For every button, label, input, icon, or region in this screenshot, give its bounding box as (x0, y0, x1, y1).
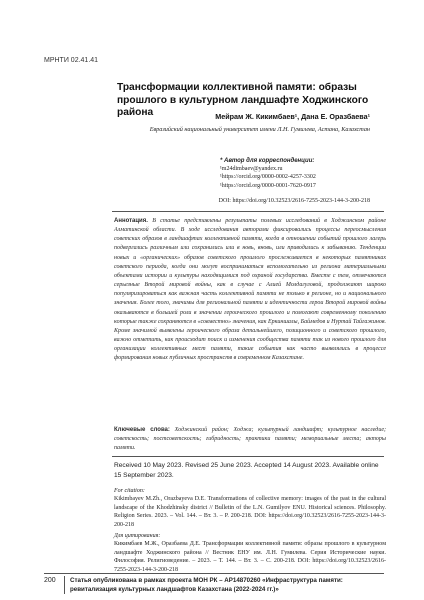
keywords-text: Ходжинский район; Ходжа; культурный ландшафт; культурное наследие; советскость; постсоветскость; гибридность; практики памяти; мемориальные места; акторы памяти. (114, 427, 386, 452)
page-number: 200 (44, 577, 56, 584)
article-authors: Мейрам Ж. Кикимбаев¹, Дана Е. Оразбаева¹ (215, 112, 370, 121)
abstract (114, 217, 386, 364)
keywords-label: Ключевые слова: (114, 427, 170, 433)
footer-divider (64, 576, 65, 594)
orcid-link-1[interactable]: ¹https://orcid.org/0000-0002-4257-3302 (220, 174, 316, 181)
citation-ru (114, 532, 386, 574)
mrnti-code: МРНТИ 02.41.41 (44, 57, 99, 64)
citation-en (114, 487, 386, 529)
abstract-label: Аннотация. (114, 218, 148, 224)
orcid-link-2[interactable]: ¹https://orcid.org/0000-0001-7620-0917 (220, 182, 316, 189)
citation-en-heading: For citation: (114, 488, 145, 494)
footer-rule (44, 573, 384, 574)
funding-note: Статья опубликована в рамках проекта МОН РК – АР14870260 «Инфраструктура памяти: ревитализация культурных ландшафтов Казахстана (2022-2024 гг.)» (70, 577, 343, 593)
received-dates: Received 10 May 2023. Revised 25 June 2023. Accepted 14 August 2023. Available online 15 September 2023. (114, 462, 379, 479)
citation-ru-text: Кикимбаев М.Ж., Оразбаева Д.Е. Трансформации коллективной памяти: образы прошлого в культурном ландшафте Ходжинского района // Вестник ЕНУ им. Л.Н. Гумилева. Серия Исторические науки. Философия. Религиоведение. – 2023. – Т. 144. – Вт. 3. – С. 200-218. DOI: https://doi.org/10.32523/2616-7255-2023-144-3-200-218 (114, 541, 386, 573)
doi-link[interactable]: DOI: https://doi.org/10.32523/2616-7255-2023-144-3-200-218 (218, 198, 370, 204)
keywords-bottom-rule (112, 456, 384, 457)
abstract-top-rule (112, 211, 384, 212)
author-email[interactable]: ¹m24dimbaev@yandex.ru (220, 166, 283, 173)
citation-ru-heading: Для цитирования: (114, 533, 161, 539)
correspondence-heading: * Автор для корреспонденции: (220, 158, 315, 164)
keywords (114, 426, 386, 453)
citation-en-text: Kikimbayev M.Zh., Orazbayeva D.E. Transformations of collective memory: images of the past in the cultural landscape of the Khodzhinsky district // Bulletin of the L.N. Gumilyov ENU. Historical sciences. Philosophy. Religion Series. 2023. – Vol. 144. – Вт. 3. – P. 200-218. DOI: https://doi.org/10.32523/2616-7255-2023-144-3-200-218 (114, 496, 386, 528)
abstract-text: В статье представлены результаты полевых исследований в Ходжинском районе Алматинской области. В ходе исследования авторами фиксировались процессы переосмысления советских образов в ландшафтах коллективной памяти, когда в отношении событий прошлого лагерь подвергались различным или сохранились или в новь, вновь, или приводились к забыванию. Тенденции новых и «органических» образов советского прошлого прослеживается в некоторых памятниках советского периода, когда они могут восприниматься вспомогательно из региона материальными объектами истории и культуры находящимися под охраной государства. Вместе с тем, отмечаются серьезные Второй мировой войны, как в случае с Алией Молдагуловой, продолжают широко популяризироваться как важная часть коллективной памяти не только в регионе, но и национального значения. Более того, значимы для региональной памяти и идентичности герои Второй мировой войны оказываются в большей роли в значении героического прошлого и помогают современному поколению которые также сохраняются в «совместно» значения, как Еркиншалы, Баймедов и Нуртай Тайгажинов. Кроме значимой выявлены героического образа детальнейшего, позиционного и советского прошлого, важно отметить, как происходит поиск и изменения сообщества памяти так из нового прошлого для организации коллективных мест памяти, такие события как часто выявлялись в процессе формирования новых публичных пространств в современном Казахстане. (114, 218, 387, 362)
article-title: Трансформации коллективной памяти: образы прошлого в культурном ландшафте Ходжинского района (117, 82, 369, 118)
correspondence-block (220, 157, 370, 190)
author-affiliation: Евразийский национальный университет имени Л.Н. Гумилева, Астана, Казахстан (149, 126, 370, 133)
